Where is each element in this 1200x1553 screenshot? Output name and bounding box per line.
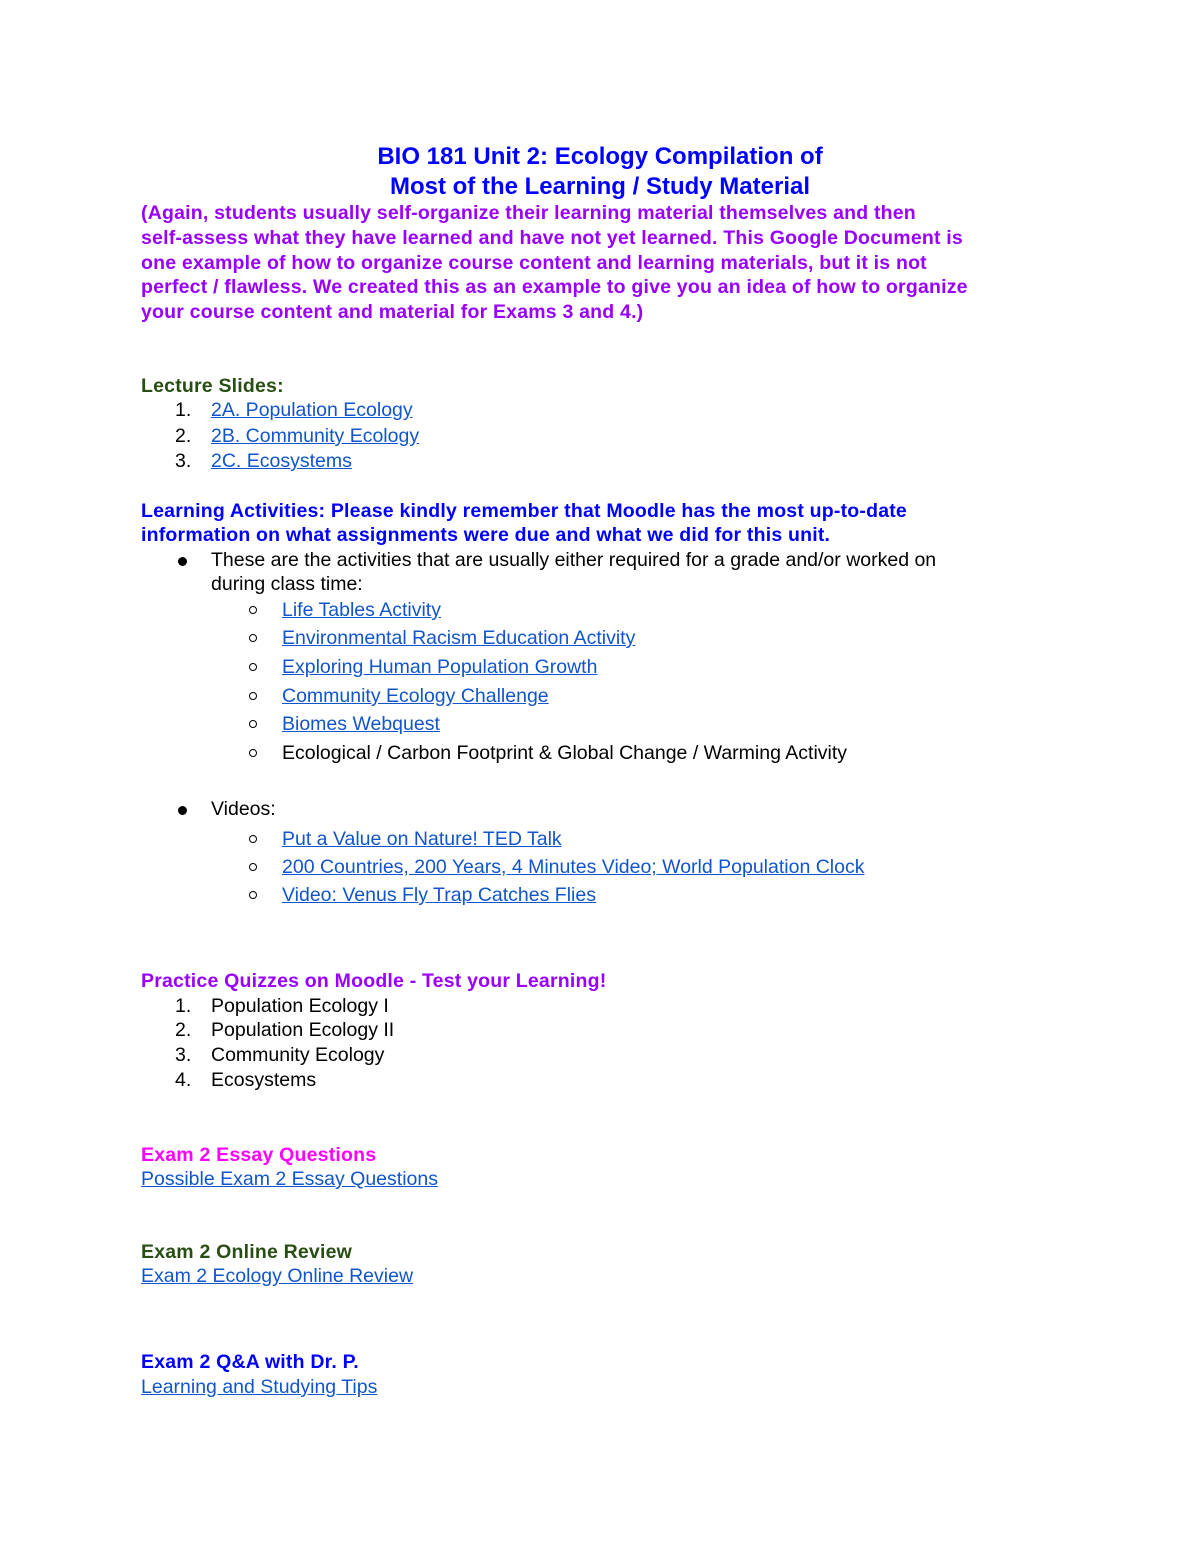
learning-activities-heading: Learning Activities: Please kindly remember that Moodle has the most up-to-date — [141, 500, 907, 522]
video-link[interactable]: Put a Value on Nature! TED Talk — [282, 828, 562, 850]
lecture-slide-link[interactable]: 2C. Ecosystems — [211, 450, 352, 472]
video-link[interactable]: 200 Countries, 200 Years, 4 Minutes Video; World Population Clock — [282, 856, 865, 878]
list-number: 2. — [175, 425, 192, 447]
bullet-icon — [178, 557, 187, 566]
practice-quizzes-heading: Practice Quizzes on Moodle - Test your Learning! — [141, 970, 607, 992]
bullet-text: during class time: — [211, 573, 363, 595]
circle-bullet-icon — [249, 692, 257, 700]
document-title-line1: BIO 181 Unit 2: Ecology Compilation of — [377, 143, 823, 170]
bullet-text: These are the activities that are usually either required for a grade and/or worked on — [211, 549, 937, 571]
activity-link[interactable]: Environmental Racism Education Activity — [282, 627, 636, 649]
activity-link[interactable]: Community Ecology Challenge — [282, 685, 549, 707]
circle-bullet-icon — [249, 720, 257, 728]
list-number: 4. — [175, 1069, 192, 1091]
activity-link[interactable]: Life Tables Activity — [282, 599, 441, 621]
bullet-item — [0, 548, 1200, 598]
bullet-icon — [178, 806, 187, 815]
circle-bullet-icon — [249, 634, 257, 642]
lecture-slide-link[interactable]: 2A. Population Ecology — [211, 399, 413, 421]
activity-link[interactable]: Biomes Webquest — [282, 713, 440, 735]
circle-bullet-icon — [249, 749, 257, 757]
circle-bullet-icon — [249, 606, 257, 614]
video-link[interactable]: Video: Venus Fly Trap Catches Flies — [282, 884, 596, 906]
qa-heading: Exam 2 Q&A with Dr. P. — [141, 1351, 359, 1373]
online-review-link[interactable]: Exam 2 Ecology Online Review — [141, 1265, 414, 1287]
intro-note — [141, 201, 1061, 325]
intro-line: your course content and material for Exams 3 and 4.) — [141, 301, 644, 324]
study-tips-link[interactable]: Learning and Studying Tips — [141, 1376, 378, 1398]
quiz-name: Population Ecology II — [211, 1019, 395, 1041]
intro-line: perfect / flawless. We created this as an example to give you an idea of how to organize — [141, 276, 968, 299]
learning-activities-heading-line2: information on what assignments were due and what we did for this unit. — [141, 524, 831, 546]
document-title-line2: Most of the Learning / Study Material — [389, 173, 811, 200]
activity-text: Ecological / Carbon Footprint & Global Change / Warming Activity — [282, 742, 848, 764]
list-number: 3. — [175, 450, 192, 472]
circle-bullet-icon — [249, 835, 257, 843]
intro-line: self-assess what they have learned and have not yet learned. This Google Document is — [141, 226, 963, 249]
essay-questions-heading: Exam 2 Essay Questions — [141, 1144, 377, 1166]
list-number: 2. — [175, 1019, 192, 1041]
quiz-name: Community Ecology — [211, 1044, 385, 1066]
online-review-heading: Exam 2 Online Review — [141, 1241, 353, 1263]
quiz-name: Population Ecology I — [211, 995, 389, 1017]
lecture-slides-heading: Lecture Slides: — [141, 375, 284, 397]
circle-bullet-icon — [249, 663, 257, 671]
intro-line: one example of how to organize course content and learning materials, but it is not — [141, 251, 927, 274]
list-number: 1. — [175, 995, 192, 1017]
lecture-slide-link[interactable]: 2B. Community Ecology — [211, 425, 420, 447]
circle-bullet-icon — [249, 863, 257, 871]
videos-label: Videos: — [211, 798, 276, 820]
list-number: 3. — [175, 1044, 192, 1066]
activity-link[interactable]: Exploring Human Population Growth — [282, 656, 598, 678]
circle-bullet-icon — [249, 891, 257, 899]
quiz-name: Ecosystems — [211, 1069, 317, 1091]
intro-line: (Again, students usually self-organize their learning material themselves and then — [141, 202, 916, 224]
essay-questions-link[interactable]: Possible Exam 2 Essay Questions — [141, 1168, 438, 1190]
list-number: 1. — [175, 399, 192, 421]
